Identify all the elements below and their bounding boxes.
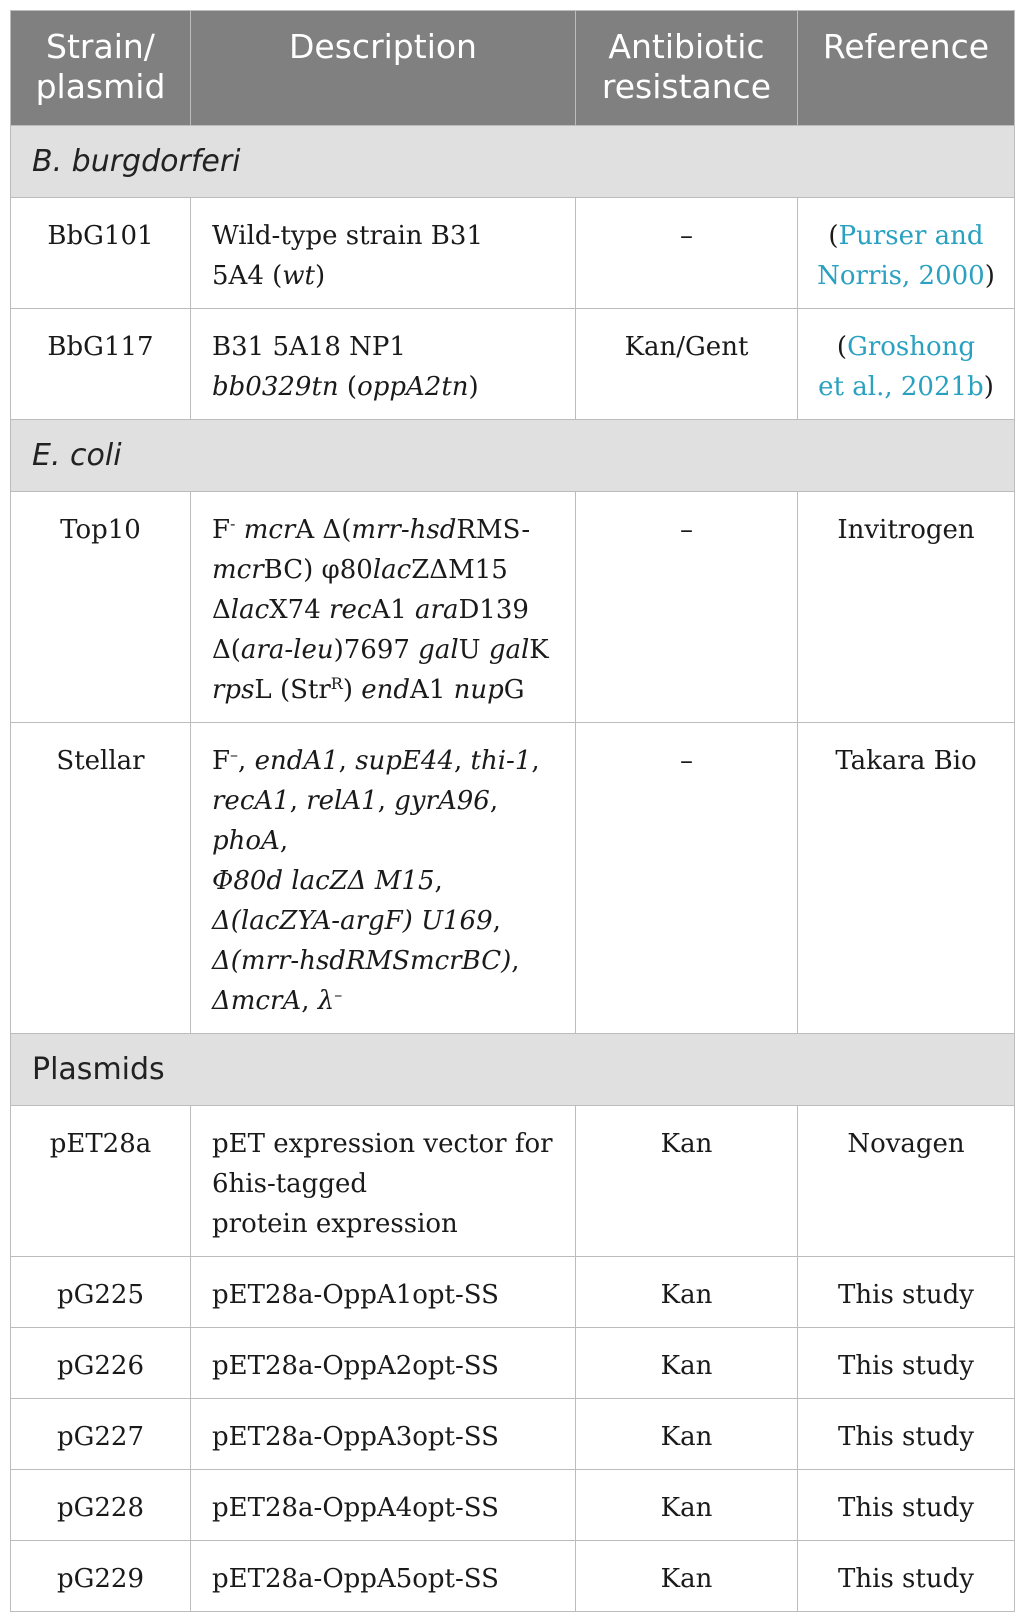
- resistance-cell: Kan/Gent: [576, 309, 798, 420]
- plasmid-name: pG229: [11, 1541, 191, 1612]
- table-header: [11, 11, 1015, 126]
- reference-cell: This study: [798, 1399, 1015, 1470]
- reference-cell: Novagen: [798, 1106, 1015, 1257]
- reference-cell: This study: [798, 1470, 1015, 1541]
- table-row: [11, 1328, 1015, 1399]
- resistance-cell: Kan: [576, 1541, 798, 1612]
- table-row: [11, 309, 1015, 420]
- header-row: [11, 11, 1015, 126]
- resistance-cell: –: [576, 723, 798, 1034]
- plasmid-name: pG227: [11, 1399, 191, 1470]
- section-row-plasmids: [11, 1034, 1015, 1106]
- reference-cell: This study: [798, 1328, 1015, 1399]
- resistance-cell: –: [576, 198, 798, 309]
- reference-cell: This study: [798, 1257, 1015, 1328]
- description-cell: pET28a-OppA5opt-SS: [191, 1541, 576, 1612]
- table-row: [11, 1257, 1015, 1328]
- description-cell: pET expression vector for 6his-tagged protein expression: [191, 1106, 576, 1257]
- section-label: B. burgdorferi: [11, 126, 1015, 198]
- description-cell: F–, endA1, supE44, thi-1, recA1, relA1, gyrA96, phoA, Φ80d lacZΔ M15, Δ(lacZYA-argF) U169, Δ(mrr-hsdRMSmcrBC), ΔmcrA, λ–: [191, 723, 576, 1034]
- section-label: E. coli: [11, 420, 1015, 492]
- table-row: [11, 723, 1015, 1034]
- description-cell: Wild-type strain B31 5A4 (wt): [191, 198, 576, 309]
- description-cell: pET28a-OppA4opt-SS: [191, 1470, 576, 1541]
- resistance-cell: Kan: [576, 1257, 798, 1328]
- table-row: [11, 198, 1015, 309]
- description-cell: pET28a-OppA1opt-SS: [191, 1257, 576, 1328]
- section-row-ecoli: [11, 420, 1015, 492]
- plasmid-name: pG228: [11, 1470, 191, 1541]
- reference-cell: Invitrogen: [798, 492, 1015, 723]
- description-cell: F- mcrA Δ(mrr-hsdRMS- mcrBC) φ80lacZΔM15 ΔlacX74 recA1 araD139 Δ(ara-leu)7697 galU galK rpsL (Str$^R$) endA1 nupG: [191, 492, 576, 723]
- section-label: Plasmids: [11, 1034, 1015, 1106]
- table-row: [11, 1470, 1015, 1541]
- strain-name: BbG101: [11, 198, 191, 309]
- description-cell: B31 5A18 NP1 bb0329tn (oppA2tn): [191, 309, 576, 420]
- header-description: Description: [191, 11, 576, 126]
- description-cell: pET28a-OppA2opt-SS: [191, 1328, 576, 1399]
- table-row: [11, 492, 1015, 723]
- header-strain-plasmid: Strain/ plasmid: [11, 11, 191, 126]
- plasmid-name: pG225: [11, 1257, 191, 1328]
- reference-cell: This study: [798, 1541, 1015, 1612]
- header-antibiotic-resistance: Antibiotic resistance: [576, 11, 798, 126]
- resistance-cell: Kan: [576, 1470, 798, 1541]
- reference-link[interactable]: Purser and Norris, 2000: [817, 221, 985, 291]
- section-row-borrelia: [11, 126, 1015, 198]
- description-cell: pET28a-OppA3opt-SS: [191, 1399, 576, 1470]
- resistance-cell: Kan: [576, 1328, 798, 1399]
- strain-plasmid-table: [10, 10, 1015, 1612]
- table-row: [11, 1541, 1015, 1612]
- resistance-cell: –: [576, 492, 798, 723]
- reference-cell: (Purser and Norris, 2000): [798, 198, 1015, 309]
- plasmid-name: pG226: [11, 1328, 191, 1399]
- reference-link[interactable]: Groshong et al., 2021b: [818, 332, 984, 402]
- table-row: [11, 1106, 1015, 1257]
- plasmid-name: pET28a: [11, 1106, 191, 1257]
- reference-cell: Takara Bio: [798, 723, 1015, 1034]
- resistance-cell: Kan: [576, 1399, 798, 1470]
- resistance-cell: Kan: [576, 1106, 798, 1257]
- strain-name: Top10: [11, 492, 191, 723]
- header-reference: Reference: [798, 11, 1015, 126]
- reference-cell: (Groshong et al., 2021b): [798, 309, 1015, 420]
- strain-name: BbG117: [11, 309, 191, 420]
- table-row: [11, 1399, 1015, 1470]
- strain-name: Stellar: [11, 723, 191, 1034]
